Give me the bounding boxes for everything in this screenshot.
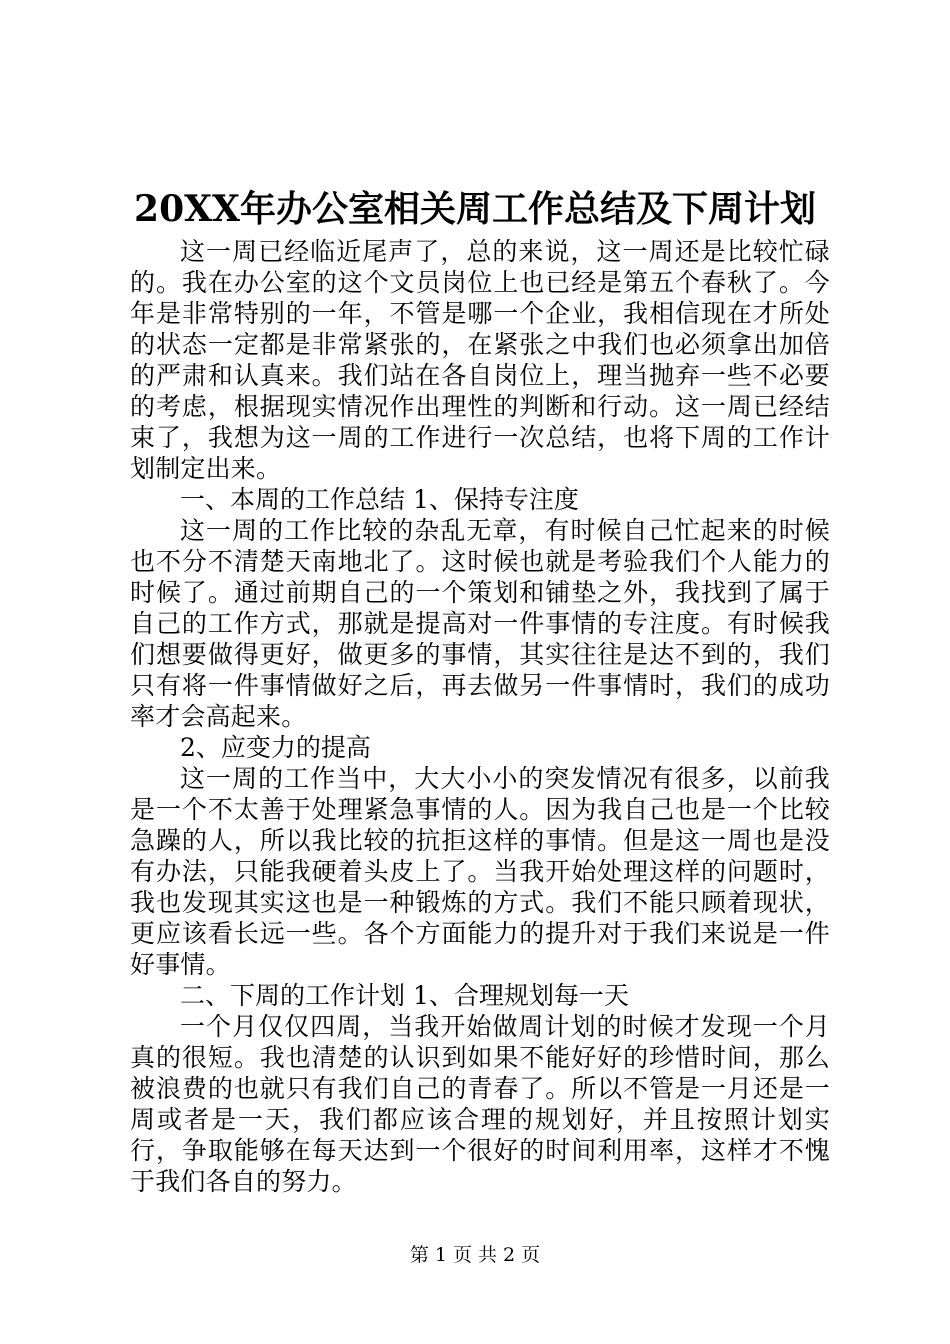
paragraph-adaptability: 这一周的工作当中，大大小小的突发情况有很多，以前我是一个不太善于处理紧急事情的人。因为我自己也是一个比较急躁的人，所以我比较的抗拒这样的事情。但是这一周也是没有办法，只能我硬着头皮上了。当我开始处理这样的问题时，我也发现其实这也是一种锻炼的方式。我们不能只顾着现状，更应该看长远一些。各个方面能力的提升对于我们来说是一件好事情。 <box>130 764 830 979</box>
paragraph-focus: 这一周的工作比较的杂乱无章，有时候自己忙起来的时候也不分不清楚天南地北了。这时候也就是考验我们个人能力的时候了。通过前期自己的一个策划和铺垫之外，我找到了属于自己的工作方式，那就是提高对一件事情的专注度。有时候我们想要做得更好，做更多的事情，其实往往是达不到的，我们只有将一件事情做好之后，再去做另一件事情时，我们的成功率才会高起来。 <box>130 516 830 731</box>
section-heading-plan: 二、下周的工作计划 1、合理规划每一天 <box>180 981 629 1010</box>
paragraph-planning: 一个月仅仅四周，当我开始做周计划的时候才发现一个月真的很短。我也清楚的认识到如果不能好好的珍惜时间，那么被浪费的也就只有我们自己的青春了。所以不管是一月还是一周或者是一天，我们都应该合理的规划好，并且按照计划实行，争取能够在每天达到一个很好的时间利用率，这样才不愧于我们各自的努力。 <box>130 1012 830 1196</box>
section-heading-summary: 一、本周的工作总结 1、保持专注度 <box>180 485 579 514</box>
page-number-footer: 第 1 页 共 2 页 <box>409 1244 541 1266</box>
document-title: 20XX年办公室相关周工作总结及下周计划 <box>134 188 816 230</box>
subsection-heading-adaptability: 2、应变力的提高 <box>180 733 371 762</box>
paragraph-intro: 这一周已经临近尾声了，总的来说，这一周还是比较忙碌的。我在办公室的这个文员岗位上也已经是第五个春秋了。今年是非常特别的一年，不管是哪一个企业，我相信现在才所处的状态一定都是非常紧张的，在紧张之中我们也必须拿出加倍的严肃和认真来。我们站在各自岗位上，理当抛弃一些不必要的考虑，根据现实情况作出理性的判断和行动。这一周已经结束了，我想为这一周的工作进行一次总结，也将下周的工作计划制定出来。 <box>130 237 830 483</box>
document-body <box>130 236 830 1197</box>
